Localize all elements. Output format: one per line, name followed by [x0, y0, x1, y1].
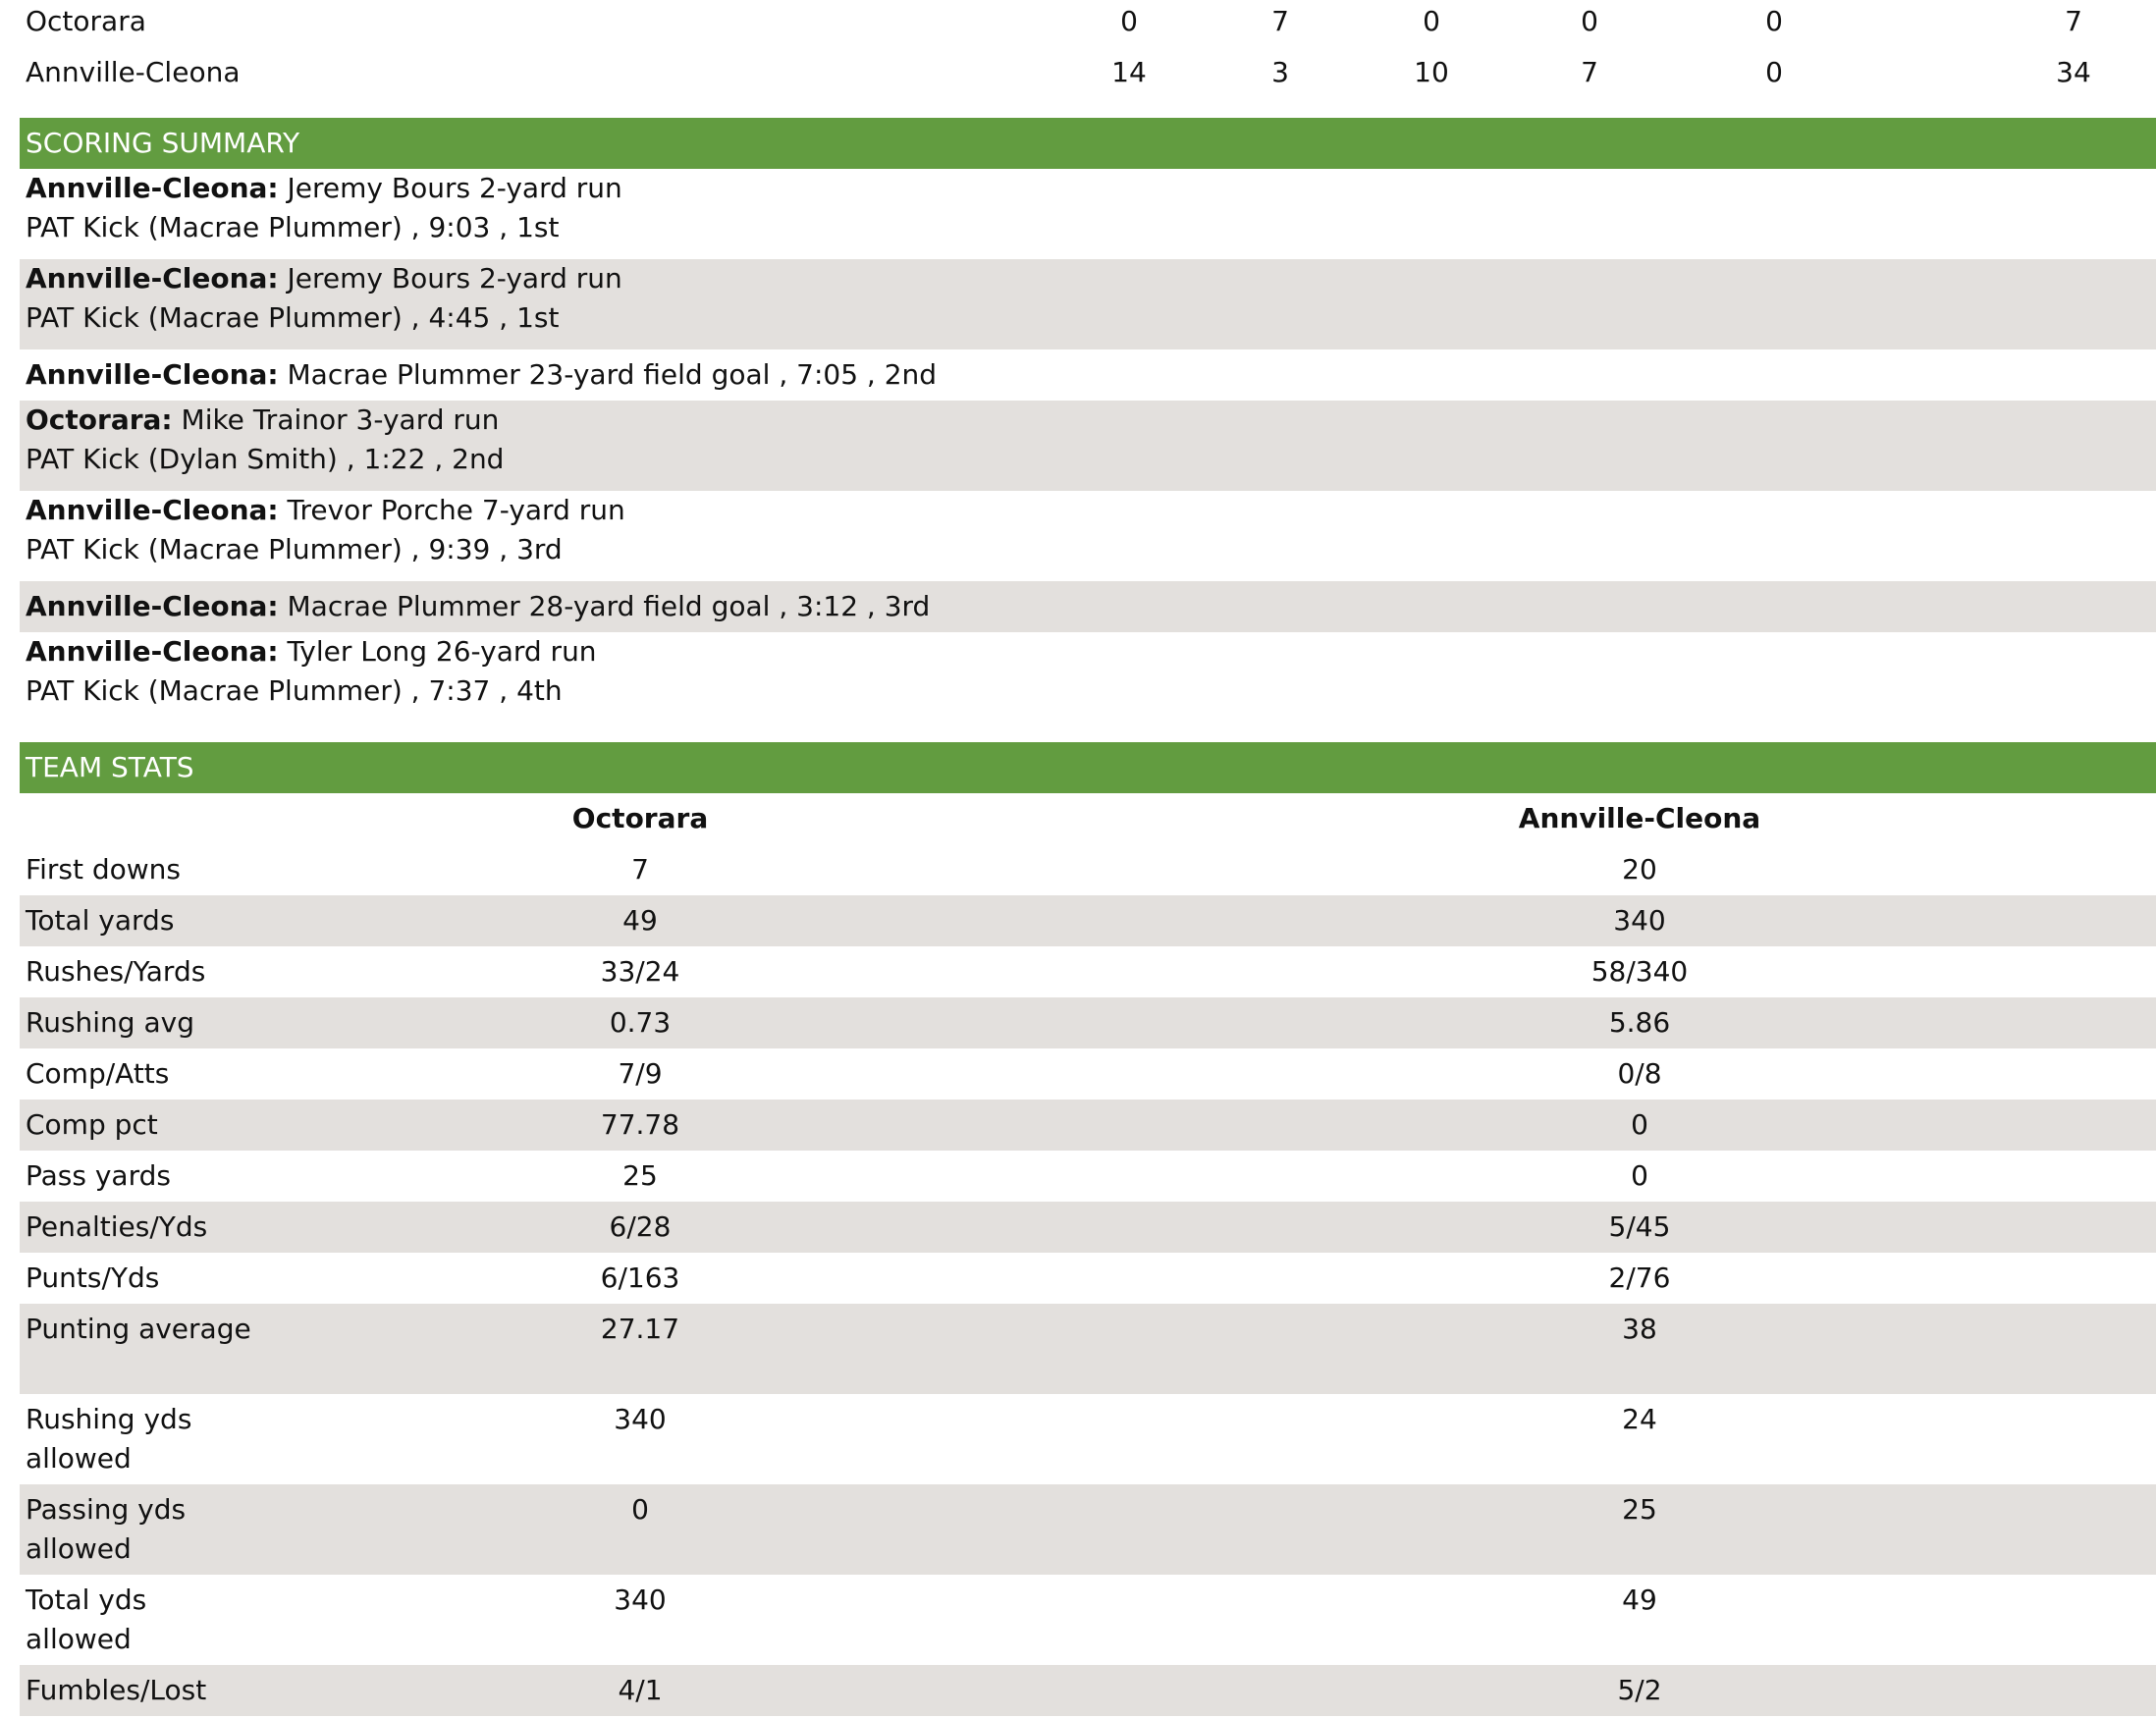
total-score: 34 — [2056, 56, 2091, 88]
stat-row — [20, 1304, 2156, 1394]
q3-score: 10 — [1414, 56, 1449, 88]
stat-label: Total yds allowed — [26, 1584, 147, 1655]
scoring-play — [20, 349, 2156, 401]
q1-score: 14 — [1111, 56, 1147, 88]
team1-stat-value: 33/24 — [600, 955, 680, 988]
team1-stat-value: 77.78 — [600, 1108, 680, 1141]
team1-column-header: Octorara — [571, 802, 709, 834]
stat-row — [20, 895, 2156, 946]
team1-stat-value: 6/163 — [600, 1262, 680, 1294]
team2-stat-value: 25 — [1622, 1493, 1657, 1526]
scoring-team: Annville-Cleona: — [26, 172, 279, 204]
scoring-play — [20, 259, 2156, 349]
team1-stat-value: 340 — [614, 1584, 667, 1616]
q3-score: 0 — [1423, 5, 1440, 37]
team2-stat-value: 5.86 — [1608, 1006, 1671, 1039]
team2-stat-value: 49 — [1622, 1584, 1657, 1616]
team2-stat-value: 58/340 — [1590, 955, 1689, 988]
ot-score: 0 — [1765, 56, 1783, 88]
stat-label: Passing yds allowed — [26, 1493, 187, 1565]
stat-label: Total yards — [26, 904, 175, 937]
team1-stat-value: 0 — [631, 1493, 649, 1526]
play-detail: PAT Kick (Macrae Plummer) , 4:45 , 1st — [26, 301, 560, 334]
stat-row — [20, 1665, 2156, 1716]
stat-row — [20, 1484, 2156, 1575]
team2-stat-value: 20 — [1622, 853, 1657, 886]
scoring-team: Annville-Cleona: — [26, 262, 279, 295]
play-description: Trevor Porche 7-yard run — [287, 494, 625, 526]
team2-stat-value: 5/2 — [1617, 1674, 1662, 1706]
team2-stat-value: 0 — [1631, 1108, 1648, 1141]
team2-stat-value: 5/45 — [1608, 1210, 1671, 1243]
stat-row — [20, 1048, 2156, 1100]
team1-stat-value: 4/1 — [618, 1674, 663, 1706]
play-description: Macrae Plummer 28-yard field goal , 3:12 , 3rd — [287, 590, 931, 622]
ot-score: 0 — [1765, 5, 1783, 37]
line-score-team: Octorara — [26, 5, 146, 37]
q1-score: 0 — [1120, 5, 1138, 37]
q4-score: 0 — [1581, 5, 1598, 37]
scoring-team: Annville-Cleona: — [26, 590, 279, 622]
team1-stat-value: 340 — [614, 1403, 667, 1435]
play-description: Tyler Long 26-yard run — [287, 635, 597, 668]
q4-score: 7 — [1581, 56, 1598, 88]
scoring-team: Annville-Cleona: — [26, 358, 279, 391]
total-score: 7 — [2065, 5, 2082, 37]
play-description: Macrae Plummer 23-yard field goal , 7:05 , 2nd — [287, 358, 938, 391]
stat-row — [20, 1253, 2156, 1304]
scoring-play — [20, 491, 2156, 581]
team-stats-header: TEAM STATS — [20, 742, 2156, 793]
team1-stat-value: 27.17 — [600, 1313, 680, 1345]
team1-stat-value: 7 — [631, 853, 649, 886]
line-score-team: Annville-Cleona — [26, 56, 241, 88]
team2-stat-value: 0 — [1631, 1159, 1648, 1192]
line-score-row — [0, 51, 2156, 102]
scoring-team: Annville-Cleona: — [26, 635, 279, 668]
team1-stat-value: 0.73 — [609, 1006, 672, 1039]
play-description: Jeremy Bours 2-yard run — [287, 262, 622, 295]
scoring-play — [20, 401, 2156, 491]
play-detail: PAT Kick (Macrae Plummer) , 7:37 , 4th — [26, 674, 563, 707]
team2-stat-value: 2/76 — [1608, 1262, 1671, 1294]
team2-stat-value: 0/8 — [1617, 1057, 1662, 1090]
stat-label: Fumbles/Lost — [26, 1674, 207, 1706]
stat-row — [20, 1100, 2156, 1151]
stat-row — [20, 1394, 2156, 1484]
stat-label: Punting average — [26, 1313, 251, 1345]
scoring-summary-header: SCORING SUMMARY — [20, 118, 2156, 169]
team2-stat-value: 340 — [1613, 904, 1666, 937]
team2-stat-value: 38 — [1622, 1313, 1657, 1345]
stat-row — [20, 1151, 2156, 1202]
stat-label: Rushing yds allowed — [26, 1403, 192, 1475]
stat-row — [20, 844, 2156, 895]
scoring-play — [20, 632, 2156, 723]
team1-stat-value: 25 — [622, 1159, 658, 1192]
play-detail: PAT Kick (Macrae Plummer) , 9:03 , 1st — [26, 211, 560, 243]
stat-label: Pass yards — [26, 1159, 171, 1192]
stat-label: Punts/Yds — [26, 1262, 160, 1294]
team2-column-header: Annville-Cleona — [1518, 802, 1761, 834]
q2-score: 7 — [1271, 5, 1289, 37]
play-detail: PAT Kick (Dylan Smith) , 1:22 , 2nd — [26, 443, 505, 475]
q2-score: 3 — [1271, 56, 1289, 88]
scoring-team: Annville-Cleona: — [26, 494, 279, 526]
stat-label: Comp pct — [26, 1108, 158, 1141]
team1-stat-value: 49 — [622, 904, 658, 937]
stat-label: First downs — [26, 853, 181, 886]
stat-label: Penalties/Yds — [26, 1210, 208, 1243]
scoring-play — [20, 169, 2156, 259]
play-description: Mike Trainor 3-yard run — [181, 403, 500, 436]
line-score-row — [0, 0, 2156, 51]
stat-row — [20, 1575, 2156, 1665]
team1-stat-value: 6/28 — [609, 1210, 672, 1243]
scoring-team: Octorara: — [26, 403, 173, 436]
play-detail: PAT Kick (Macrae Plummer) , 9:39 , 3rd — [26, 533, 563, 565]
stat-label: Rushes/Yards — [26, 955, 206, 988]
stat-label: Rushing avg — [26, 1006, 194, 1039]
team-stats-column-headers — [20, 793, 2156, 844]
team1-stat-value: 7/9 — [618, 1057, 663, 1090]
scoring-play — [20, 581, 2156, 632]
stat-label: Comp/Atts — [26, 1057, 170, 1090]
stat-row — [20, 946, 2156, 997]
team2-stat-value: 24 — [1622, 1403, 1657, 1435]
play-description: Jeremy Bours 2-yard run — [287, 172, 622, 204]
stat-row — [20, 1202, 2156, 1253]
line-score — [0, 0, 2156, 88]
stat-row — [20, 997, 2156, 1048]
